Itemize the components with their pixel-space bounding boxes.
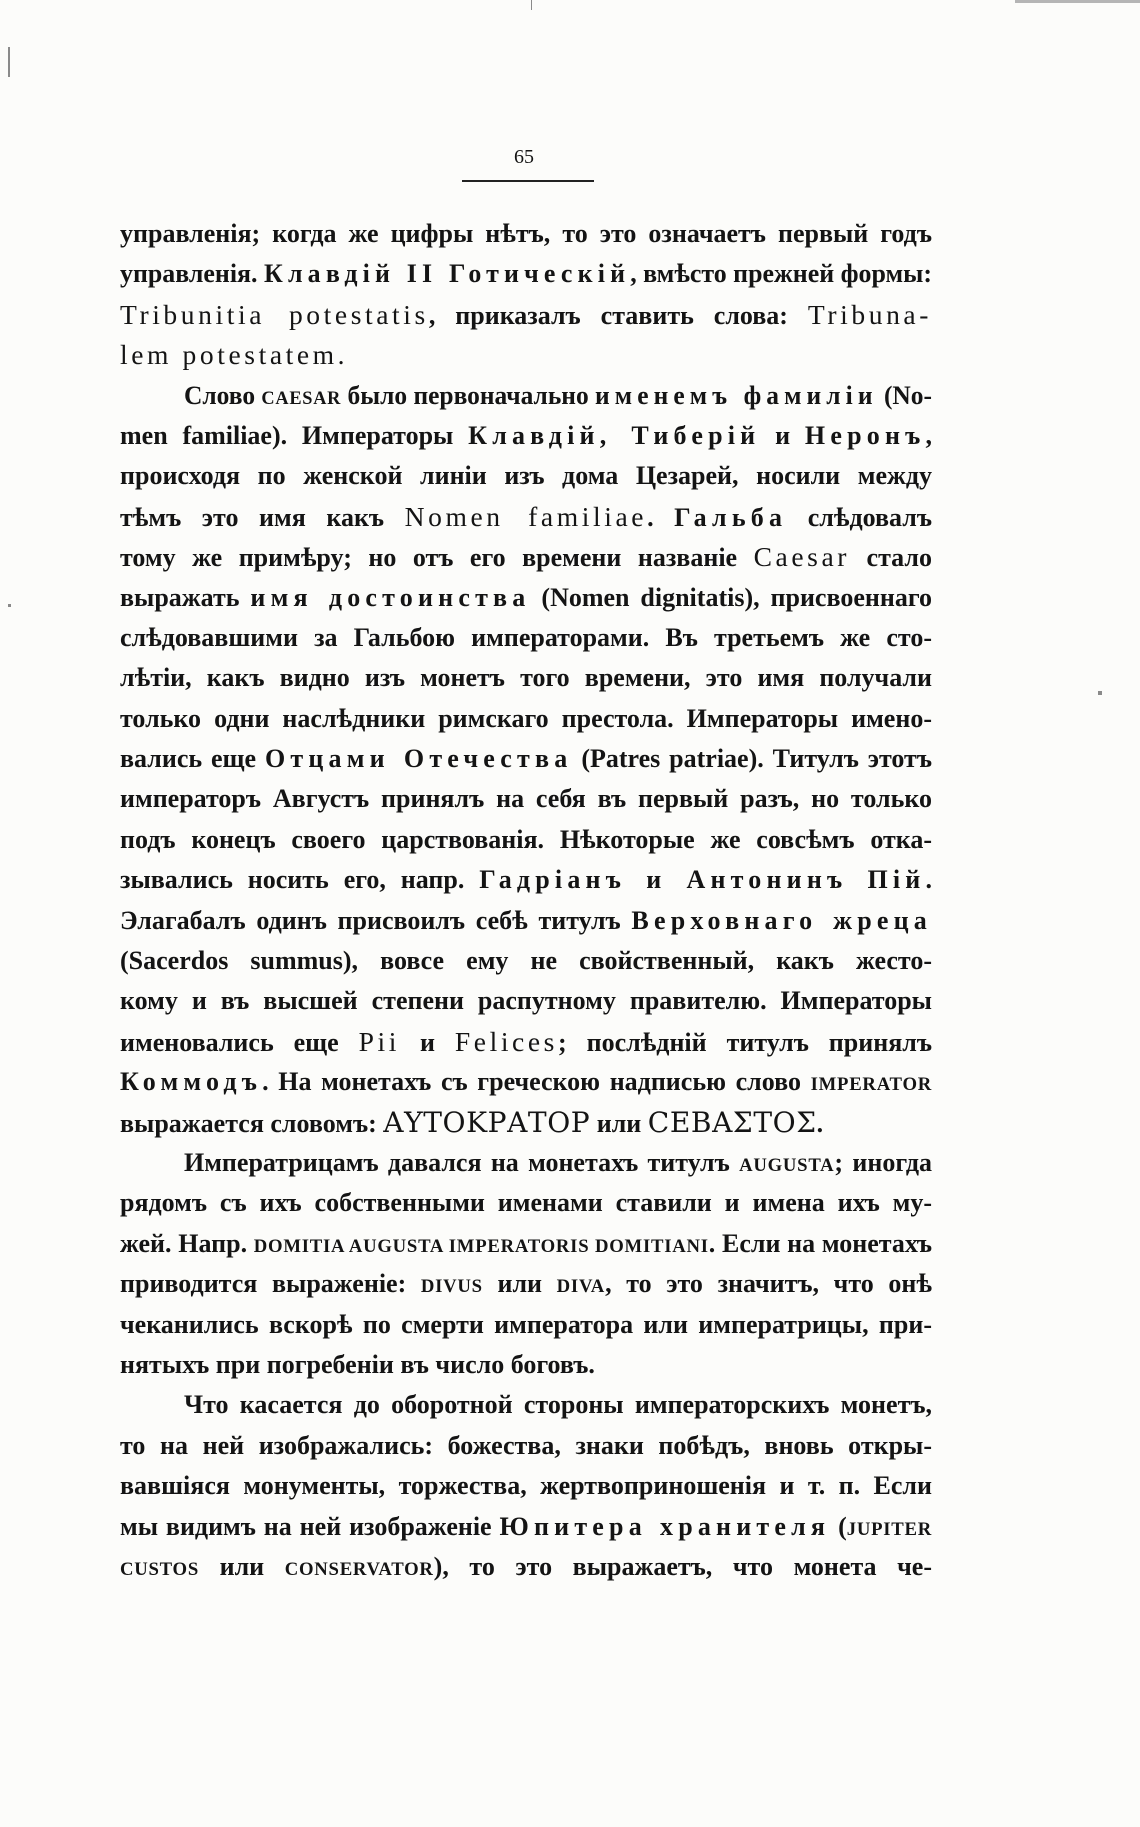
text-run: только одни наслѣдники римскаго престола. Императоры имено- (120, 703, 932, 733)
spaced-text: Гальба (674, 502, 788, 532)
scan-mark (1098, 691, 1102, 695)
text-run: и (760, 420, 805, 450)
text-line (120, 820, 932, 860)
text-run: , (925, 420, 932, 450)
text-run: подъ конецъ своего царствованія. Нѣкоторые же совсѣмъ отка- (120, 824, 932, 854)
latin-spaced-text: lem potestatem. (120, 339, 349, 371)
text-run: выражать (120, 582, 251, 612)
small-caps-text: JUPITER (846, 1518, 932, 1540)
text-line (120, 537, 932, 577)
text-line (120, 941, 932, 981)
body-text (120, 214, 932, 1587)
text-run: управленія; когда же цифры нѣтъ, то это означаетъ первый годъ (120, 219, 932, 248)
paragraph (120, 1385, 932, 1587)
text-line (120, 497, 932, 537)
spaced-text: Клавдій II Готическій (264, 259, 631, 289)
spaced-text: Коммодъ (120, 1067, 263, 1097)
text-line (120, 254, 932, 294)
text-run: или (199, 1551, 285, 1581)
text-line (120, 456, 932, 496)
text-run: или (590, 1108, 648, 1138)
text-line (120, 981, 932, 1021)
small-caps-text: CUSTOS (120, 1558, 199, 1580)
latin-spaced-text: Caesar (753, 541, 851, 573)
text-run: ), то это выражаетъ, что монета че- (433, 1551, 932, 1581)
text-line (120, 739, 932, 779)
small-caps-text: CAESAR (261, 387, 342, 409)
text-run: , то это значитъ, что онѣ (605, 1269, 932, 1299)
spaced-text: имя достоинства (250, 582, 531, 612)
greek-text: ΑΥΤΟΚΡΑΤΟΡ (383, 1105, 591, 1139)
small-caps-text: AUGUSTA (739, 1154, 835, 1176)
text-run: Императрицамъ давался на монетахъ титулъ (184, 1147, 740, 1177)
text-run: зывались носить его, напр. (120, 865, 480, 895)
text-run: тому же примѣру; но отъ его времени названіе (120, 543, 754, 573)
text-line (120, 295, 932, 335)
text-run: чеканились вскорѣ по смерти императора или императрицы, при- (120, 1309, 932, 1339)
text-run: лѣтіи, какъ видно изъ монетъ того времени, это имя получали (120, 663, 932, 693)
text-run: (No- (877, 380, 932, 410)
text-run: кому и въ высшей степени распутному правителю. Императоры (120, 986, 932, 1016)
text-line (184, 1143, 932, 1183)
text-run: было первоначально (341, 380, 596, 410)
text-run: императоръ Августъ принялъ на себя въ первый разъ, но только (120, 784, 932, 814)
text-run: то на ней изображались: божества, знаки побѣдъ, вновь откры- (120, 1430, 932, 1460)
small-caps-text: IMPERATOR (810, 1074, 932, 1096)
latin-spaced-text: Tribunitia potestatis (120, 298, 429, 330)
text-run: мы видимъ на ней изображеніе (120, 1511, 500, 1541)
text-run: приводится выраженіе: (120, 1269, 421, 1299)
text-line (120, 1264, 932, 1304)
small-caps-text: DIVUS (420, 1276, 483, 1298)
text-line (120, 1507, 932, 1547)
text-run: жей. Напр. (120, 1228, 254, 1258)
text-line (120, 1305, 932, 1345)
small-caps-text: CONSERVATOR (284, 1558, 434, 1580)
latin-spaced-text: Nomen familiae (404, 500, 648, 532)
text-line (120, 901, 932, 941)
text-line (184, 1385, 932, 1425)
spaced-text: Юпитера хранителя (499, 1511, 831, 1541)
text-run: именовались еще (120, 1027, 359, 1057)
text-run: , приказалъ ставить слова: (428, 300, 808, 330)
page-number: 65 (514, 146, 534, 168)
paragraph (120, 376, 932, 1143)
text-line (120, 779, 932, 819)
text-line (120, 214, 932, 254)
text-run: и (400, 1027, 455, 1057)
text-run: рядомъ съ ихъ собственными именами ставили и имена ихъ му- (120, 1188, 932, 1218)
latin-spaced-text: Tribuna- (807, 298, 932, 330)
spaced-text: Неронъ (804, 420, 926, 450)
greek-text: ϹΕΒΑΣΤΟΣ (647, 1105, 817, 1139)
text-line (120, 1345, 932, 1385)
text-run: стало (850, 543, 932, 573)
text-run: управленія. (120, 259, 265, 289)
spaced-text: Отцами Отечества (264, 744, 573, 774)
small-caps-text: DIVA (556, 1276, 606, 1298)
latin-spaced-text: Pii (358, 1025, 400, 1057)
text-run: ( (830, 1511, 847, 1541)
text-run: (Nomen dignitatis), присвоеннаго (530, 582, 932, 612)
text-run: . На монетахъ съ греческою надписью слово (262, 1067, 811, 1097)
latin-spaced-text: Felices (454, 1025, 558, 1057)
text-run: вались еще (120, 744, 265, 774)
text-run: ; иногда (834, 1147, 932, 1177)
text-line (120, 1224, 932, 1264)
text-run: . (647, 502, 675, 532)
text-line (120, 1426, 932, 1466)
text-run: происходя по женской линіи изъ дома Цезарей, носили между (120, 461, 932, 491)
scan-mark (8, 47, 10, 77)
text-run: или (482, 1269, 557, 1299)
text-run: Что касается до оборотной стороны императорскихъ монетъ, (184, 1390, 932, 1420)
text-line (120, 335, 932, 375)
text-run: нятыхъ при погребеніи въ число боговъ. (120, 1349, 595, 1379)
text-run: Слово (184, 380, 262, 410)
text-line (184, 376, 932, 416)
text-line (120, 578, 932, 618)
text-run: слѣдовавшими за Гальбою императорами. Въ третьемъ же сто- (120, 622, 932, 652)
paragraph (120, 214, 932, 376)
spaced-text: Верховнаго жреца (631, 905, 933, 935)
text-line (120, 699, 932, 739)
text-run: . (925, 865, 932, 895)
text-run: тѣмъ это имя какъ (120, 502, 405, 532)
text-run: (Sacerdos summus), вовсе ему не свойственный, какъ жесто- (120, 946, 932, 976)
text-run: (Patres patriae). Титулъ этотъ (572, 744, 932, 774)
text-line (120, 1103, 932, 1143)
text-run: выражается словомъ: (120, 1108, 384, 1138)
text-run: ; послѣдній титулъ принялъ (557, 1027, 932, 1057)
text-run: вавшіяся монументы, торжества, жертвоприношенія и т. п. Если (120, 1471, 932, 1501)
spaced-text: Клавдій, Тиберій (468, 420, 761, 450)
spaced-text: Гадріанъ и Антонинъ Пій (479, 865, 926, 895)
text-run: men familiae). Императоры (120, 420, 469, 450)
text-run: . Если на монетахъ (708, 1228, 932, 1258)
text-line (120, 1183, 932, 1223)
text-line (120, 1062, 932, 1102)
spaced-text: именемъ фамиліи (595, 380, 878, 410)
text-line (120, 1466, 932, 1506)
text-run: , вмѣсто прежней формы: (630, 259, 932, 289)
small-caps-text: DOMITIA AUGUSTA IMPERATORIS DOMITIANI (253, 1235, 709, 1257)
paragraph (120, 1143, 932, 1385)
text-line (120, 1022, 932, 1062)
text-run: слѣдовалъ (787, 502, 932, 532)
scan-mark (531, 0, 532, 10)
text-line (120, 416, 932, 456)
text-run: Элагабалъ одинъ присвоилъ себѣ титулъ (120, 905, 632, 935)
scan-mark (1015, 0, 1140, 3)
text-line (120, 658, 932, 698)
text-run: . (816, 1108, 824, 1138)
text-line (120, 1547, 932, 1587)
text-line (120, 860, 932, 900)
text-line (120, 618, 932, 658)
scan-mark (8, 604, 11, 607)
header-rule (462, 180, 594, 182)
